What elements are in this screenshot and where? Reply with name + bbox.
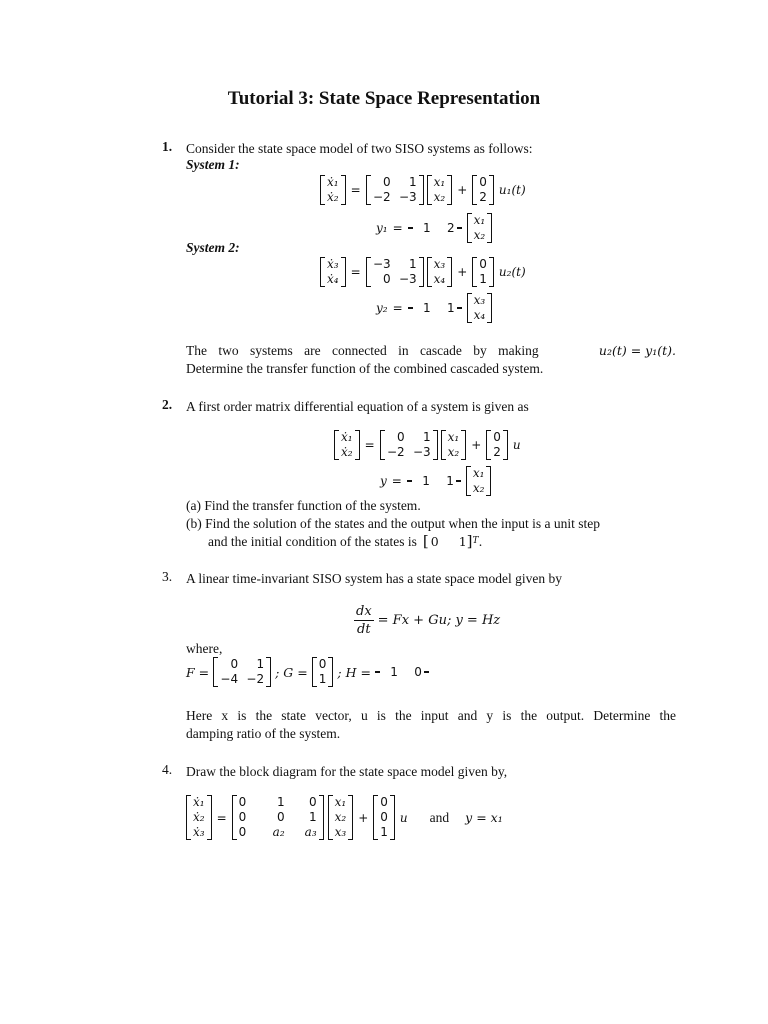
and-label: and <box>429 809 450 825</box>
state-derivative-vector: ẋ₃ ẋ₄ <box>320 257 346 287</box>
output-equation: y = 1 1 x₁ x₂ <box>380 466 491 496</box>
input-signal: u₁(t) <box>498 183 526 197</box>
output-equation: y₂ = 1 1 x₃ x₄ <box>376 293 492 323</box>
output-matrix: 1 2 <box>408 219 462 237</box>
differential-equation: $\frac{dx}{dt}$ = Fx + Gu; y = Hz <box>356 604 501 637</box>
part-a: (a) Find the transfer function of the system. <box>186 498 421 513</box>
state-vector: x₁ x₂ <box>441 430 467 460</box>
state-equation: ẋ₃ ẋ₄ = −3 1 0 −3 x₃ x₄ + 0 1 u₂(t) <box>320 257 526 287</box>
matrix-f: 0 1 −4 −2 <box>213 657 271 687</box>
question-text: Consider the state space model of two SISO systems as follows: <box>186 141 533 156</box>
state-equation: ẋ₁ ẋ₂ = 0 1 −2 −3 x₁ x₂ + 0 2 u₁(t) <box>320 175 526 205</box>
output-equation: y₁ = 1 2 x₁ x₂ <box>376 213 492 243</box>
part-b: (b) Find the solution of the states and the output when the input is a unit step <box>186 516 600 531</box>
state-equation: ẋ₁ ẋ₂ = 0 1 −2 −3 x₁ x₂ + 0 2 u <box>334 430 521 460</box>
question-text: Draw the block diagram for the state space model given by, <box>186 764 508 779</box>
matrix-h: 1 0 <box>375 663 429 681</box>
input-matrix: 0 2 <box>486 430 508 460</box>
initial-condition-vector: [ 0 1 ] T . <box>422 532 483 550</box>
matrix-g: 0 1 <box>312 657 334 687</box>
question-number: 1. <box>162 139 173 154</box>
input-signal: u <box>512 438 521 452</box>
state-vector: x₃ x₄ <box>467 293 493 323</box>
state-derivative-vector: ẋ₁ ẋ₂ <box>334 430 360 460</box>
state-equation: ẋ₁ ẋ₂ ẋ₃ = 0 1 0 0 0 1 0 a₂ a₃ x₁ x₂ x₃ + 0 0 1 u and y = x₁ <box>186 795 503 840</box>
question-number: 2. <box>162 397 173 412</box>
state-vector: x₁ x₂ x₃ <box>328 795 354 840</box>
cascade-paragraph-line2: Determine the transfer function of the combined cascaded system. <box>186 361 544 376</box>
matrix-definitions: F = 0 1 −4 −2 ; G = 0 1 ; H = 1 0 <box>186 657 429 687</box>
system-matrix: 0 1 −2 −3 <box>366 175 424 205</box>
derivative-fraction: $\frac{dx}{dt}$ <box>356 604 372 637</box>
system-matrix: 0 1 −2 −3 <box>380 430 438 460</box>
page-title: Tutorial 3: State Space Representation <box>227 88 541 109</box>
state-derivative-vector: ẋ₁ ẋ₂ <box>320 175 346 205</box>
where-label: where, <box>186 641 223 656</box>
state-derivative-vector: ẋ₁ ẋ₂ ẋ₃ <box>186 795 212 840</box>
question-text: A first order matrix differential equation of a system is given as <box>186 399 529 414</box>
input-signal: u <box>399 810 408 825</box>
state-vector: x₁ x₂ <box>427 175 453 205</box>
question-number: 3. <box>162 569 173 584</box>
question-text: A linear time-invariant SISO system has a state space model given by <box>186 571 563 586</box>
output-equation: y = x₁ <box>465 810 503 825</box>
output-matrix: 1 1 <box>407 472 461 490</box>
output-matrix: 1 1 <box>408 299 462 317</box>
system-label: System 2: <box>186 240 240 255</box>
input-signal: u₂(t) <box>498 265 526 279</box>
system-matrix: 0 1 0 0 0 1 0 a₂ a₃ <box>232 795 324 840</box>
state-vector: x₁ x₂ <box>466 466 492 496</box>
cascade-paragraph: The two systems are connected in cascade by making u₂(t) = y₁(t). <box>186 343 676 358</box>
system-label: System 1: <box>186 157 240 172</box>
input-matrix: 0 2 <box>472 175 494 205</box>
state-vector: x₃ x₄ <box>427 257 453 287</box>
description-paragraph-line2: damping ratio of the system. <box>186 726 341 741</box>
input-matrix: 0 0 1 <box>373 795 395 840</box>
part-b-line2: and the initial condition of the states is [ 0 1 ] T . <box>208 532 483 550</box>
state-vector: x₁ x₂ <box>467 213 493 243</box>
question-number: 4. <box>162 762 173 777</box>
system-matrix: −3 1 0 −3 <box>366 257 424 287</box>
input-matrix: 0 1 <box>472 257 494 287</box>
description-paragraph: Here x is the state vector, u is the input and y is the output. Determine the <box>186 708 676 723</box>
